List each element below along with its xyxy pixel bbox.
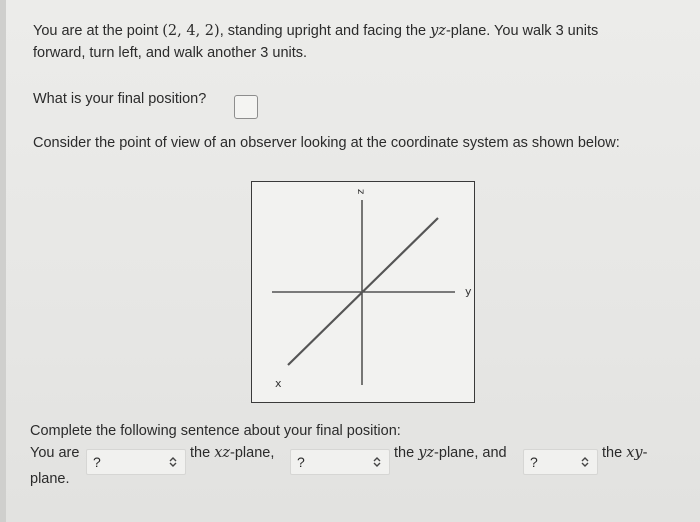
plane-suffix-1: -plane,: [230, 445, 275, 461]
plane-dash: -: [642, 445, 648, 461]
plane-end-text: plane.: [30, 471, 70, 487]
up-down-chevron-icon: [371, 456, 383, 468]
select-xz-position[interactable]: [86, 449, 186, 475]
plane-xy-label: xy: [626, 445, 643, 461]
select-xy-position[interactable]: [523, 449, 598, 475]
select-xy-value: ?: [530, 454, 538, 470]
up-down-chevron-icon: [579, 456, 591, 468]
plane-yz-label-2: yz: [418, 445, 435, 461]
question-text-a: You are at the point: [33, 23, 163, 39]
question-line-2: forward, turn left, and walk another 3 units.: [33, 45, 308, 61]
y-axis-label: y: [465, 285, 472, 298]
point-value: (2, 4, 2): [162, 23, 220, 39]
coordinate-system-figure: [251, 181, 475, 403]
question-line-1: [33, 20, 598, 42]
xy-plane-text: [602, 442, 647, 464]
observer-text: Consider the point of view of an observer looking at the coordinate system as shown below:: [33, 135, 620, 151]
select-yz-position[interactable]: [290, 449, 390, 475]
plane-suffix-2: -plane, and: [434, 445, 507, 461]
the-text-3: the: [602, 445, 623, 461]
sentence-intro: Complete the following sentence about your final position:: [30, 423, 401, 439]
x-axis-label: x: [275, 377, 282, 390]
the-text-1: the: [190, 445, 211, 461]
select-yz-value: ?: [297, 454, 305, 470]
left-edge-bar: [0, 0, 6, 522]
plane-yz-label: yz: [430, 23, 446, 39]
z-axis-label: z: [355, 189, 366, 195]
question-text-b: , standing upright and facing the: [219, 23, 431, 39]
question-card: [10, 8, 694, 514]
you-are-text: You are: [30, 445, 80, 461]
up-down-chevron-icon: [167, 456, 179, 468]
final-position-input[interactable]: [234, 95, 258, 119]
xz-plane-text: [190, 442, 274, 464]
plane-xz-label: xz: [214, 445, 231, 461]
final-position-prompt: What is your final position?: [33, 91, 207, 107]
question-text-c: -plane. You walk 3 units: [445, 23, 599, 39]
the-text-2: the: [394, 445, 415, 461]
yz-plane-text: [394, 442, 507, 464]
axes-drawing: [252, 182, 474, 402]
select-xz-value: ?: [93, 454, 101, 470]
